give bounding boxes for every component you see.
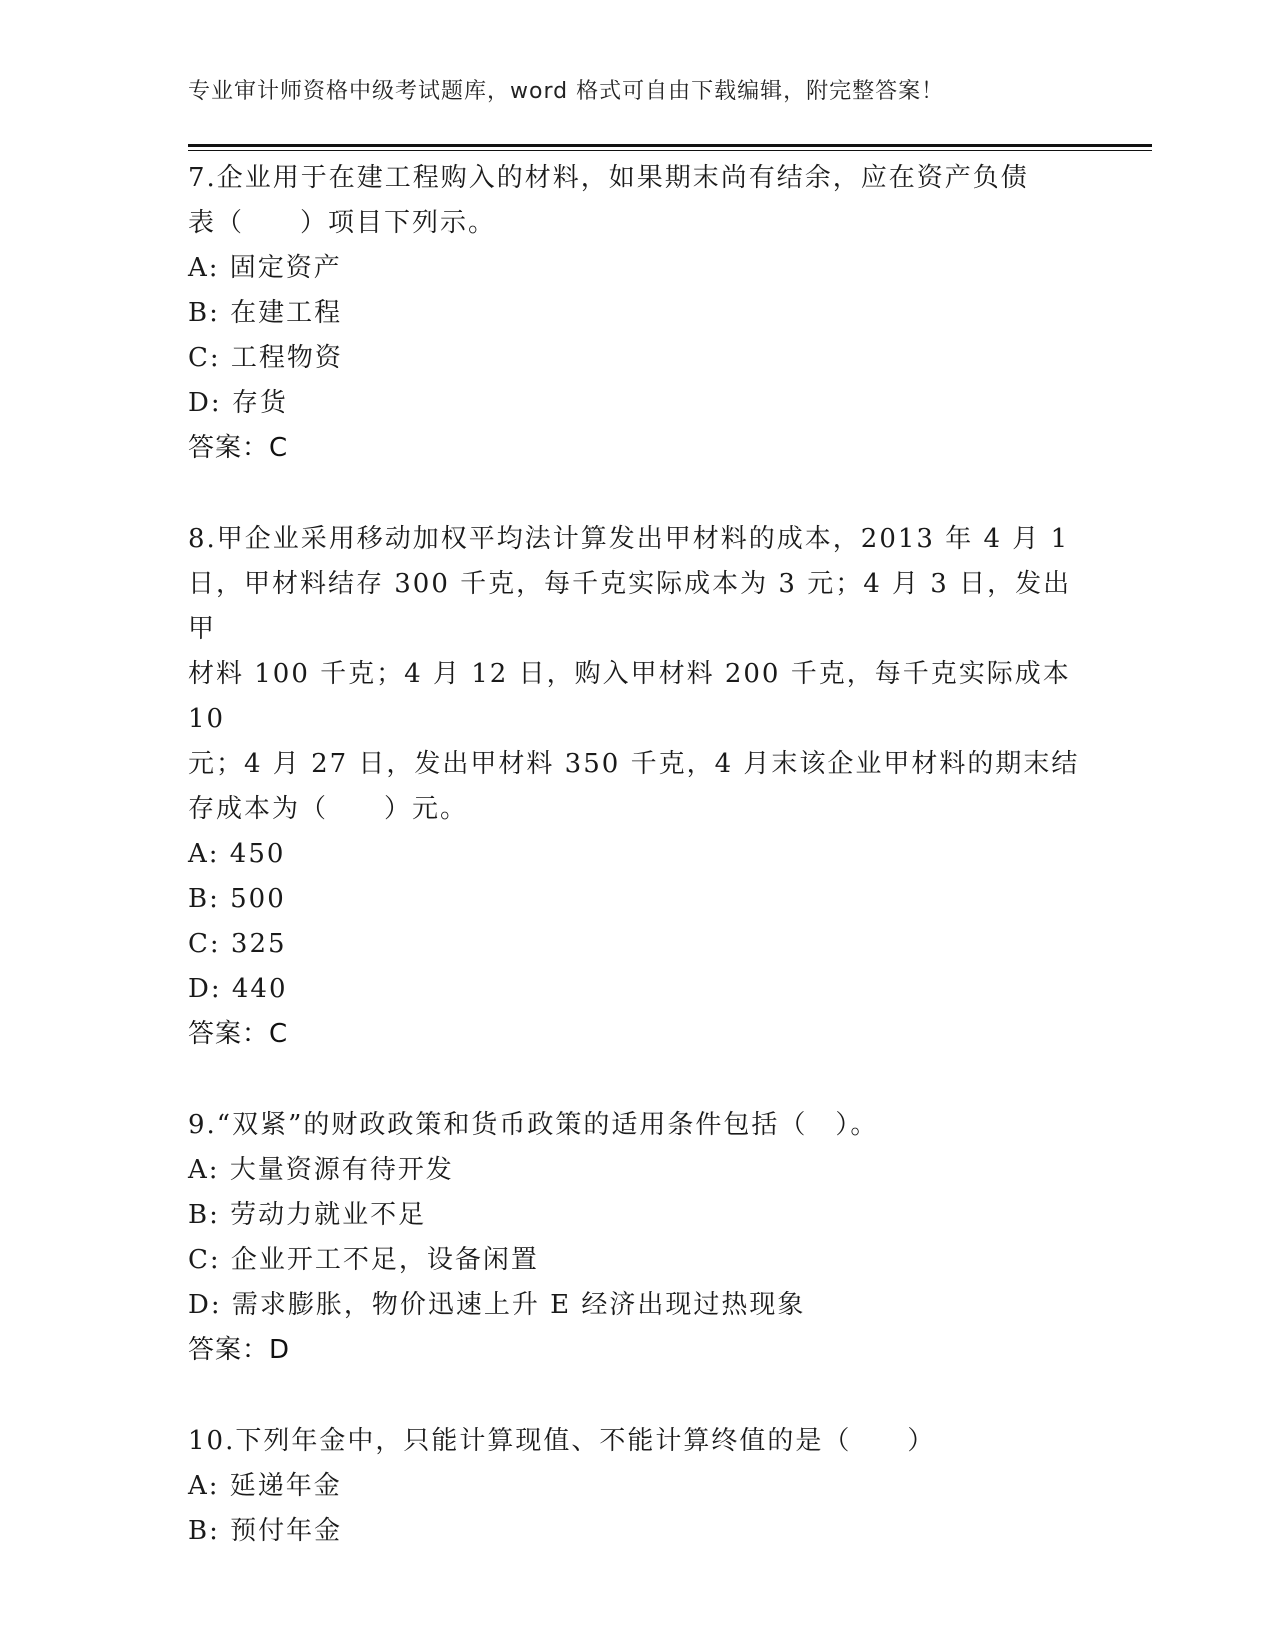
question-stem-line: 表（ ）项目下列示。 — [188, 208, 497, 238]
option-a: A: 固定资产 — [188, 253, 342, 283]
question-list — [188, 156, 1088, 1554]
question-stem-line: 元；4 月 27 日，发出甲材料 350 千克，4 月末该企业甲材料的期末结 — [188, 749, 1080, 779]
option-c: C: 325 — [188, 929, 287, 959]
question-stem-line: 10.下列年金中，只能计算现值、不能计算终值的是（ ） — [188, 1426, 936, 1456]
header-rule-thick — [188, 144, 1152, 147]
question-9 — [188, 1103, 1088, 1373]
page-header: 专业审计师资格中级考试题库，word 格式可自由下载编辑，附完整答案！ — [188, 79, 945, 104]
option-a: A: 延递年金 — [188, 1471, 342, 1501]
question-stem-line: 日，甲材料结存 300 千克，每千克实际成本为 3 元；4 月 3 日，发出甲 — [188, 569, 1072, 644]
answer-line: 答案：D — [188, 1335, 291, 1365]
option-b: B: 500 — [188, 884, 286, 914]
question-10 — [188, 1419, 1088, 1554]
answer-line: 答案：C — [188, 433, 289, 463]
option-d: D: 需求膨胀，物价迅速上升 E 经济出现过热现象 — [188, 1290, 806, 1320]
option-a: A: 大量资源有待开发 — [188, 1155, 454, 1185]
option-b: B: 在建工程 — [188, 298, 343, 328]
option-a: A: 450 — [188, 839, 286, 869]
option-c: C: 工程物资 — [188, 343, 343, 373]
option-d: D: 存货 — [188, 388, 288, 418]
header-rule-thin — [188, 150, 1152, 151]
question-stem-line: 存成本为（ ）元。 — [188, 794, 469, 824]
question-stem-line: 8.甲企业采用移动加权平均法计算发出甲材料的成本，2013 年 4 月 1 — [188, 524, 1070, 554]
question-stem-line: 材料 100 千克；4 月 12 日，购入甲材料 200 千克，每千克实际成本 10 — [188, 659, 1081, 734]
option-d: D: 440 — [188, 974, 288, 1004]
question-8 — [188, 517, 1088, 1057]
option-c: C: 企业开工不足，设备闲置 — [188, 1245, 539, 1275]
question-stem-line: 9.“双紧”的财政政策和货币政策的适用条件包括（ ）。 — [188, 1110, 879, 1140]
answer-line: 答案：C — [188, 1019, 289, 1049]
question-7 — [188, 156, 1088, 471]
question-stem-line: 7.企业用于在建工程购入的材料，如果期末尚有结余，应在资产负债 — [188, 163, 1029, 193]
option-b: B: 劳动力就业不足 — [188, 1200, 427, 1230]
option-b: B: 预付年金 — [188, 1516, 343, 1546]
